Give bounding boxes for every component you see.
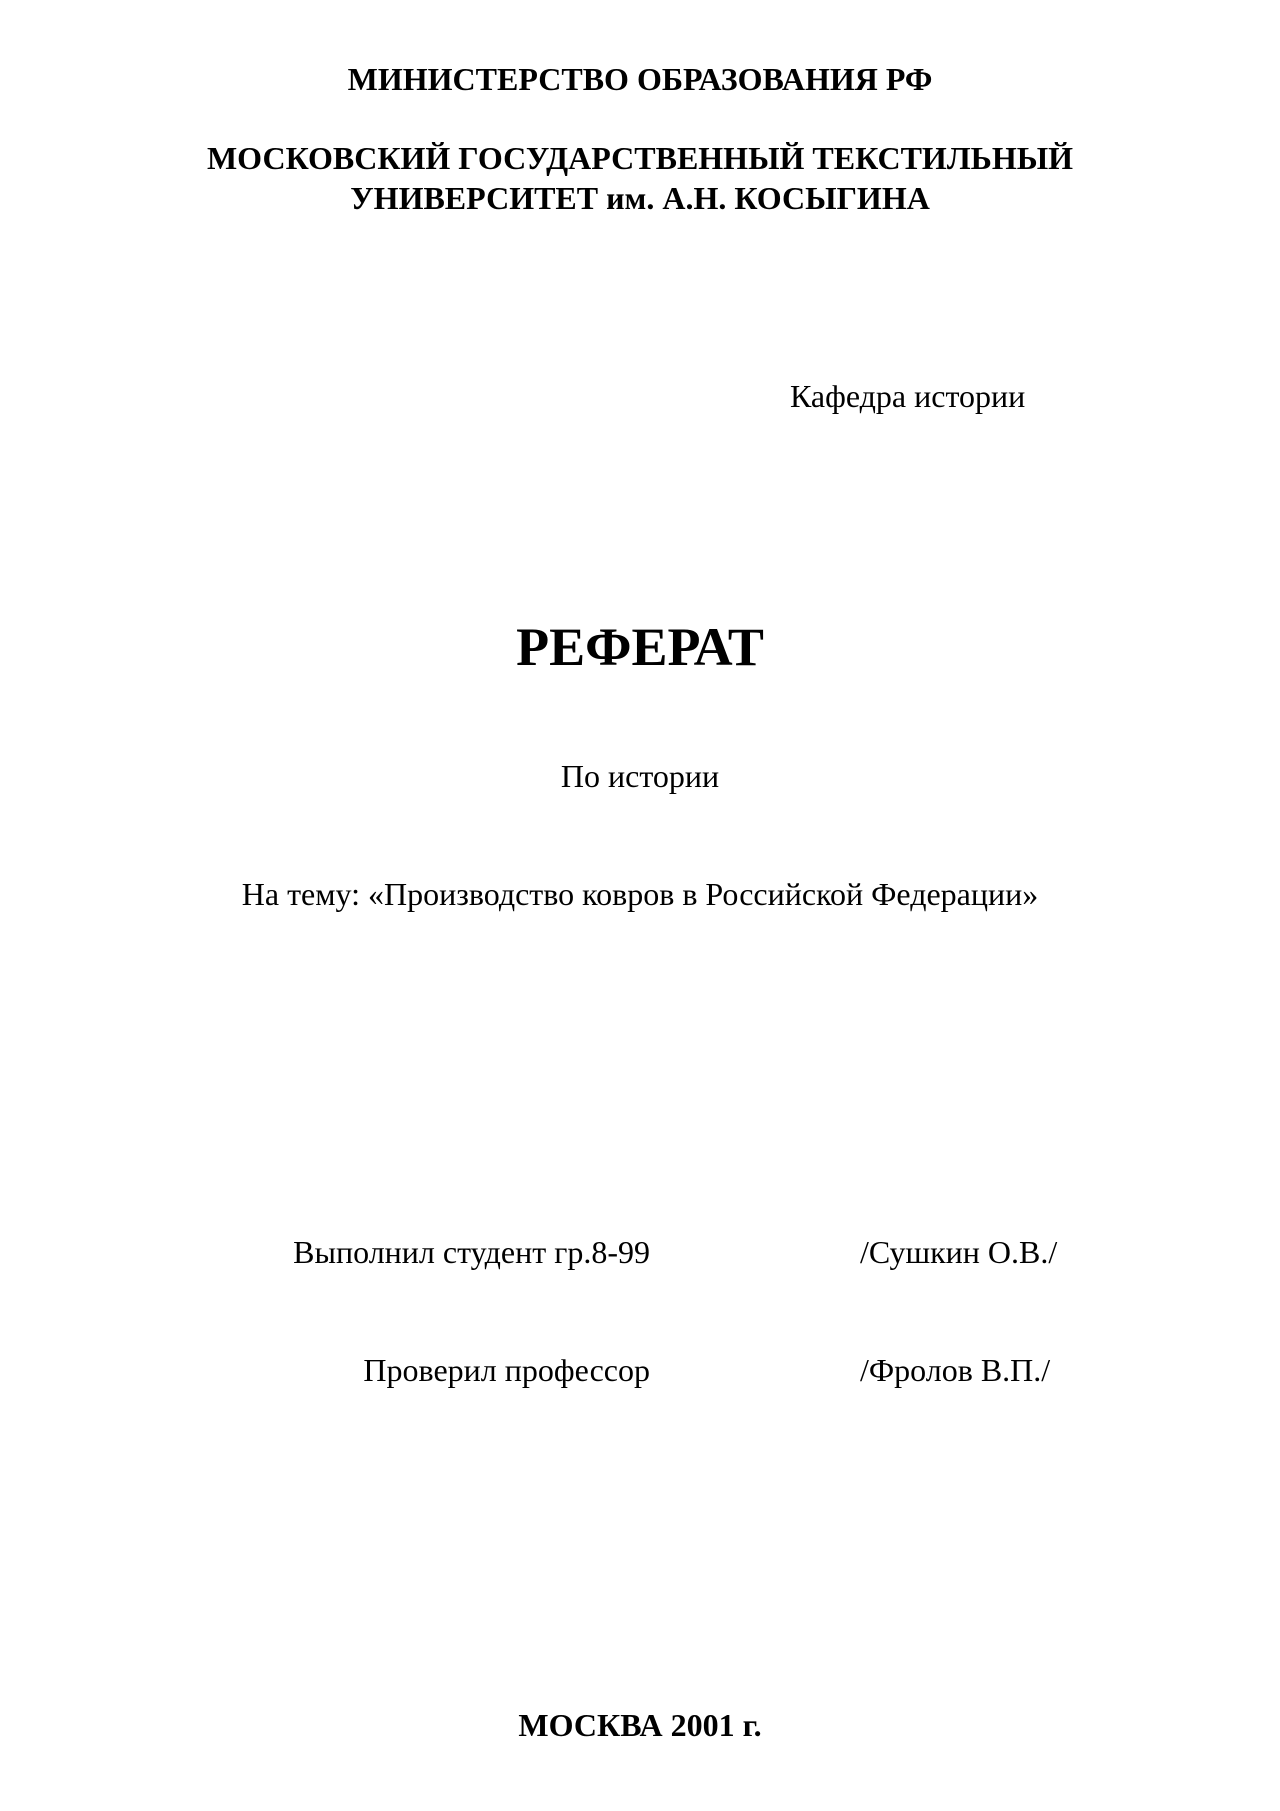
ministry-name: МИНИСТЕРСТВО ОБРАЗОВАНИЯ РФ (347, 61, 933, 97)
document-subject: По истории (560, 758, 720, 794)
university-name-line-1: МОСКОВСКИЙ ГОСУДАРСТВЕННЫЙ ТЕКСТИЛЬНЫЙ (206, 140, 1074, 176)
reviewer-label: Проверил профессор (363, 1352, 650, 1388)
reviewer-name: /Фролов В.П./ (860, 1352, 1051, 1388)
department-name: Кафедра истории (790, 378, 1026, 414)
document-topic: На тему: «Производство ковров в Российской Федерации» (241, 876, 1039, 912)
author-label: Выполнил студент гр.8-99 (293, 1234, 650, 1270)
author-name: /Сушкин О.В./ (860, 1234, 1058, 1270)
city-year-footer: МОСКВА 2001 г. (518, 1707, 762, 1743)
document-type-title: РЕФЕРАТ (516, 617, 764, 677)
university-name (0, 138, 1280, 218)
university-name-line-2: УНИВЕРСИТЕТ им. А.Н. КОСЫГИНА (350, 180, 930, 216)
